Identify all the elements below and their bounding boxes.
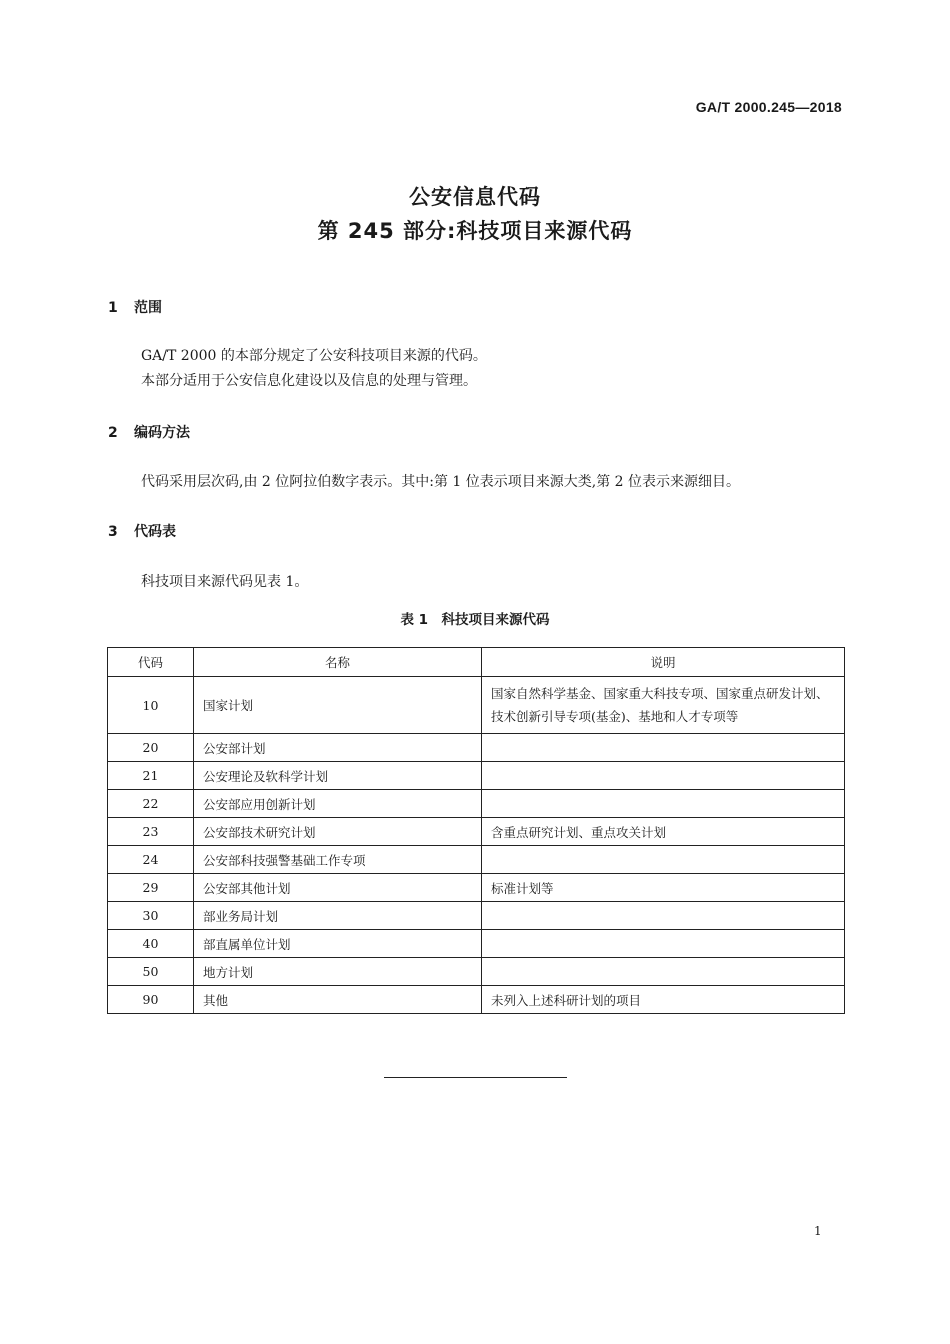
table-row [108, 902, 845, 930]
section-title: 代码表 [134, 524, 176, 540]
description-cell: 含重点研究计划、重点攻关计划 [482, 818, 845, 846]
table-header-row [108, 648, 845, 677]
name-cell: 地方计划 [194, 958, 482, 986]
name-cell: 其他 [194, 986, 482, 1014]
document-title: 公安信息代码 [409, 185, 541, 209]
description-cell [482, 762, 845, 790]
table-caption: 表 1 科技项目来源代码 [400, 612, 550, 628]
table-row [108, 930, 845, 958]
section-number: 3 [108, 524, 118, 540]
name-cell: 公安理论及软科学计划 [194, 762, 482, 790]
code-cell: 22 [108, 790, 194, 818]
table-row [108, 790, 845, 818]
section-title: 编码方法 [134, 425, 190, 441]
code-cell: 10 [108, 677, 194, 734]
table-row [108, 986, 845, 1014]
code-cell: 40 [108, 930, 194, 958]
section-title: 范围 [134, 300, 162, 316]
code-cell: 21 [108, 762, 194, 790]
name-cell: 公安部计划 [194, 734, 482, 762]
header-description: 说明 [482, 648, 845, 677]
description-cell [482, 790, 845, 818]
name-cell: 公安部其他计划 [194, 874, 482, 902]
name-cell: 部直属单位计划 [194, 930, 482, 958]
description-cell [482, 930, 845, 958]
table-row [108, 677, 845, 734]
name-cell: 国家计划 [194, 677, 482, 734]
table-row [108, 818, 845, 846]
table-row [108, 846, 845, 874]
page-number: 1 [814, 1224, 822, 1238]
section-number: 2 [108, 425, 118, 441]
section-heading-scope [108, 297, 162, 317]
table-row [108, 874, 845, 902]
description-cell [482, 846, 845, 874]
description-cell: 国家自然科学基金、国家重大科技专项、国家重点研发计划、技术创新引导专项(基金)、基地和人才专项等 [482, 677, 845, 734]
section-heading-coding-method [108, 422, 190, 442]
code-cell: 23 [108, 818, 194, 846]
table-row [108, 762, 845, 790]
standard-number: GA/T 2000.245—2018 [695, 99, 842, 115]
section-number: 1 [108, 300, 118, 316]
header-name: 名称 [194, 648, 482, 677]
section-heading-code-table [108, 521, 176, 541]
header-code: 代码 [108, 648, 194, 677]
code-cell: 29 [108, 874, 194, 902]
description-cell [482, 958, 845, 986]
code-cell: 20 [108, 734, 194, 762]
paragraph: 代码采用层次码,由 2 位阿拉伯数字表示。其中:第 1 位表示项目来源大类,第 2 位表示来源细目。 [141, 474, 741, 490]
name-cell: 公安部应用创新计划 [194, 790, 482, 818]
code-cell: 50 [108, 958, 194, 986]
description-cell: 标准计划等 [482, 874, 845, 902]
description-cell [482, 734, 845, 762]
name-cell: 公安部技术研究计划 [194, 818, 482, 846]
code-cell: 24 [108, 846, 194, 874]
description-cell: 未列入上述科研计划的项目 [482, 986, 845, 1014]
description-cell [482, 902, 845, 930]
paragraph: GA/T 2000 的本部分规定了公安科技项目来源的代码。 [141, 348, 487, 364]
code-cell: 30 [108, 902, 194, 930]
paragraph: 科技项目来源代码见表 1。 [141, 574, 309, 590]
paragraph: 本部分适用于公安信息化建设以及信息的处理与管理。 [141, 373, 477, 389]
table-row [108, 734, 845, 762]
name-cell: 公安部科技强警基础工作专项 [194, 846, 482, 874]
end-rule [384, 1077, 567, 1078]
code-cell: 90 [108, 986, 194, 1014]
document-subtitle: 第 245 部分:科技项目来源代码 [317, 219, 633, 243]
table-row [108, 958, 845, 986]
code-table [107, 647, 845, 1014]
name-cell: 部业务局计划 [194, 902, 482, 930]
